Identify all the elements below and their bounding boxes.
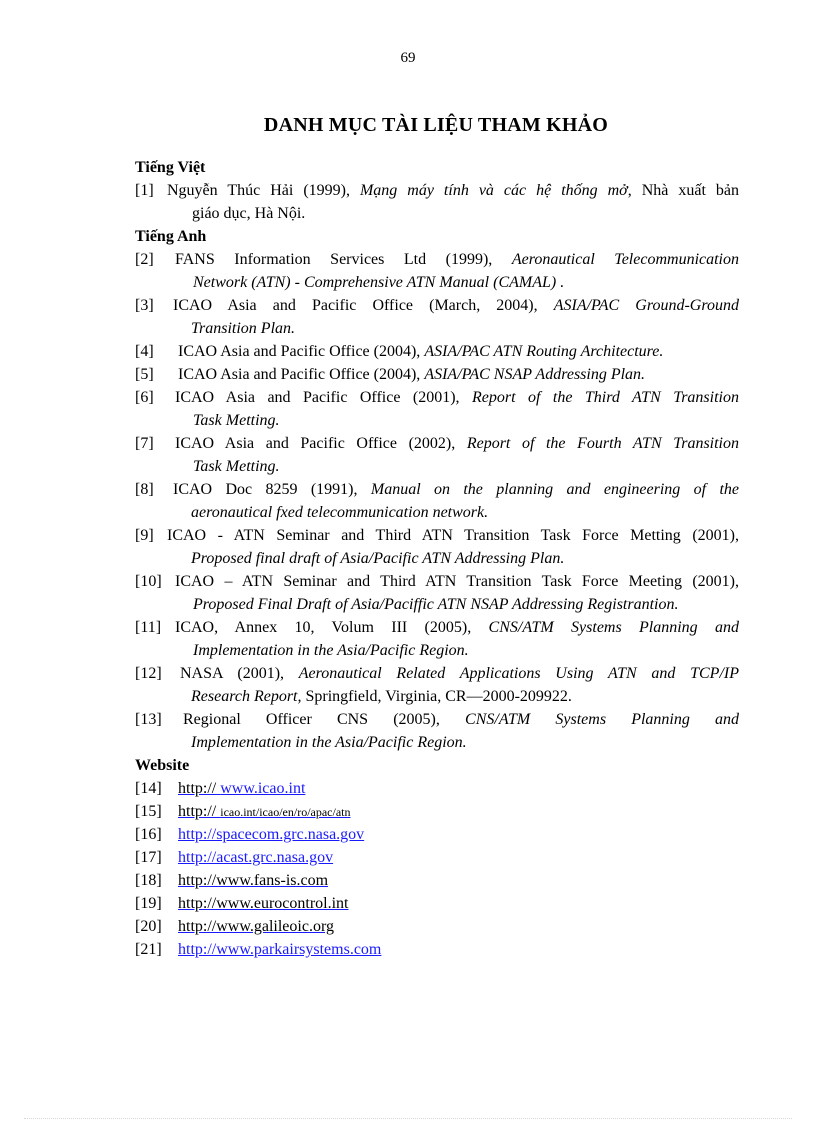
reference-continuation: Network (ATN) - Comprehensive ATN Manual (CAMAL) . <box>193 274 565 291</box>
reference-number: [3] <box>135 297 154 314</box>
section-heading-website: Website <box>135 757 190 774</box>
reference-title: Aeronautical Telecommunication <box>511 251 740 268</box>
reference-number: [20] <box>135 918 162 935</box>
reference-author: ICAO Asia and Pacific Office (2004), <box>178 343 425 360</box>
reference-item <box>135 386 739 432</box>
website-list <box>135 777 739 961</box>
website-link[interactable]: http://www.fans-is.com <box>178 872 329 889</box>
reference-number: [10] <box>135 573 162 590</box>
reference-publisher: Springfield, Virginia, CR—2000-209922. <box>301 688 572 705</box>
website-link[interactable]: http://spacecom.grc.nasa.gov <box>178 826 365 843</box>
website-link[interactable]: http://www.galileoic.org <box>178 918 334 935</box>
reference-number: [11] <box>135 619 162 636</box>
reference-title: Report of the Third ATN Transition <box>471 389 739 406</box>
reference-continuation: Implementation in the Asia/Pacific Region. <box>193 642 469 659</box>
reference-number: [6] <box>135 389 154 406</box>
reference-title: Mạng máy tính và các hệ thống mở <box>359 182 628 199</box>
reference-author: ICAO Asia and Pacific Office (2001), <box>175 389 472 406</box>
page-title: DANH MỤC TÀI LIỆU THAM KHẢO <box>263 114 609 136</box>
page-bottom-divider <box>24 1118 792 1119</box>
section-heading-english: Tiếng Anh <box>135 228 207 245</box>
reference-item <box>135 363 739 386</box>
reference-continuation: Implementation in the Asia/Pacific Region. <box>191 734 467 751</box>
reference-continuation: Task Metting. <box>193 412 280 429</box>
reference-number: [5] <box>135 366 154 383</box>
reference-author: Regional Officer CNS (2005), <box>183 711 466 728</box>
website-link[interactable]: http://acast.grc.nasa.gov <box>178 849 334 866</box>
reference-title: Manual on the planning and engineering of the <box>370 481 739 498</box>
website-item <box>135 777 739 800</box>
website-link[interactable]: www.icao.int <box>220 780 306 797</box>
website-link[interactable]: icao.int/icao/en/ro/apac/atn <box>220 805 351 819</box>
reference-title: ASIA/PAC Ground-Ground <box>553 297 739 314</box>
website-item <box>135 892 739 915</box>
reference-title: Aeronautical Related Applications Using ATN and TCP/IP <box>298 665 740 682</box>
reference-continuation: aeronautical fxed telecommunication network. <box>191 504 489 521</box>
reference-title: CNS/ATM Systems Planning and <box>488 619 740 636</box>
reference-continuation: Research Report, <box>191 688 302 705</box>
reference-item <box>135 708 739 754</box>
website-item <box>135 869 739 892</box>
reference-number: [9] <box>135 527 154 544</box>
reference-item <box>135 616 739 662</box>
reference-title: ASIA/PAC ATN Routing Architecture. <box>424 343 664 360</box>
reference-number: [4] <box>135 343 154 360</box>
reference-continuation: Proposed final draft of Asia/Pacific ATN Addressing Plan. <box>191 550 565 567</box>
website-link-prefix[interactable]: http:// <box>178 803 221 820</box>
website-item <box>135 823 739 846</box>
reference-publisher: , Nhà xuất bản <box>627 182 739 199</box>
reference-item <box>135 478 739 524</box>
reference-item <box>135 248 739 294</box>
website-item <box>135 846 739 869</box>
reference-title: CNS/ATM Systems Planning and <box>465 711 740 728</box>
reference-number: [12] <box>135 665 162 682</box>
reference-author: FANS Information Services Ltd (1999), <box>175 251 512 268</box>
reference-author: Nguyễn Thúc Hải (1999), <box>167 182 360 199</box>
reference-item <box>135 432 739 478</box>
reference-item <box>135 294 739 340</box>
website-link[interactable]: http://www.eurocontrol.int <box>178 895 349 912</box>
website-item <box>135 800 739 823</box>
reference-list <box>135 156 739 961</box>
reference-title: Report of the Fourth ATN Transition <box>466 435 740 452</box>
reference-number: [18] <box>135 872 162 889</box>
reference-continuation: Task Metting. <box>193 458 280 475</box>
reference-continuation: giáo dục, Hà Nội. <box>192 205 306 222</box>
reference-number: [8] <box>135 481 154 498</box>
reference-continuation: Transition Plan. <box>191 320 296 337</box>
reference-author: ICAO Doc 8259 (1991), <box>173 481 371 498</box>
reference-number: [19] <box>135 895 162 912</box>
reference-number: [7] <box>135 435 154 452</box>
reference-author: ICAO - ATN Seminar and Third ATN Transition Task Force Metting (2001), <box>167 527 739 544</box>
reference-number: [16] <box>135 826 162 843</box>
reference-item <box>135 662 739 708</box>
reference-number: [15] <box>135 803 162 820</box>
reference-number: [21] <box>135 941 162 958</box>
reference-number: [14] <box>135 780 162 797</box>
section-heading-vietnamese: Tiếng Việt <box>135 159 206 176</box>
page-number: 69 <box>400 50 416 66</box>
reference-item <box>135 570 739 616</box>
reference-item <box>135 524 739 570</box>
reference-author: ICAO Asia and Pacific Office (March, 2004), <box>173 297 554 314</box>
website-item <box>135 938 739 961</box>
website-link[interactable]: http://www.parkairsystems.com <box>178 941 382 958</box>
reference-author: ICAO Asia and Pacific Office (2002), <box>175 435 467 452</box>
website-link-prefix[interactable]: http:// <box>178 780 221 797</box>
reference-item <box>135 179 739 225</box>
reference-author: NASA (2001), <box>180 665 299 682</box>
reference-author: ICAO – ATN Seminar and Third ATN Transition Task Force Meeting (2001), <box>175 573 739 590</box>
website-item <box>135 915 739 938</box>
reference-continuation: Proposed Final Draft of Asia/Paciffic ATN NSAP Addressing Registrantion. <box>193 596 679 613</box>
reference-number: [13] <box>135 711 162 728</box>
reference-title: ASIA/PAC NSAP Addressing Plan. <box>424 366 646 383</box>
reference-number: [1] <box>135 182 154 199</box>
reference-author: ICAO Asia and Pacific Office (2004), <box>178 366 425 383</box>
reference-item <box>135 340 739 363</box>
reference-number: [17] <box>135 849 162 866</box>
reference-number: [2] <box>135 251 154 268</box>
reference-author: ICAO, Annex 10, Volum III (2005), <box>175 619 489 636</box>
